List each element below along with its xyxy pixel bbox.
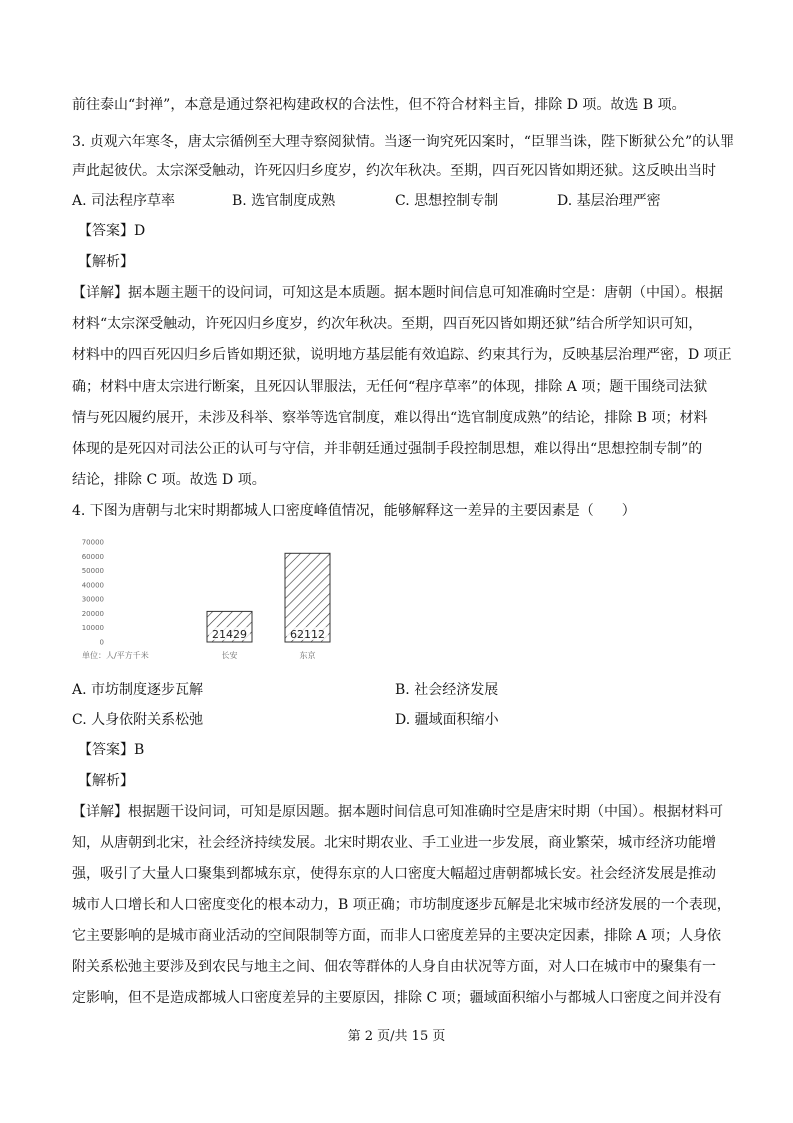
- page-footer: 第 2 页/共 15 页: [347, 1029, 446, 1044]
- q3-detail-line: 确；材料中唐太宗进行断案，且死囚认罪服法，无任何“程序草率”的体现，排除 A 项；题干围绕司法狱: [72, 379, 708, 395]
- q4-detail-line: 城市人口增长和人口密度变化的根本动力，B 项正确；市坊制度逐步瓦解是北宋城市经济发展的一个表现，: [72, 897, 731, 913]
- question-3-stem-line-1: 3. 贞观六年寒冬，唐太宗循例至大理寺察阅狱情。当逐一询究死囚案时，“臣罪当诛，陛下断狱公允”的认罪: [72, 134, 735, 150]
- q4-option-b: B. 社会经济发展: [395, 682, 499, 698]
- q4-detail-line: 定影响，但不是造成都城人口密度差异的主要原因，排除 C 项；疆域面积缩小与都城人口密度之间并没有: [72, 990, 722, 1006]
- q3-detail-line: 体现的是死囚对司法公正的认可与守信，并非朝廷通过强制手段控制思想，难以得出“思想控制专制”的: [72, 441, 703, 457]
- q3-option-b: B. 选官制度成熟: [232, 193, 336, 209]
- y-tick-label: 40000: [81, 581, 104, 590]
- q3-detail-line: 情与死囚履约展开，未涉及科举、察举等选官制度，难以得出“选官制度成熟”的结论，排除 B 项；材料: [72, 410, 708, 426]
- bar-value-label: 62112: [290, 628, 325, 641]
- y-tick-label: 20000: [81, 609, 104, 618]
- population-density-bar-chart: [72, 534, 362, 664]
- q3-option-c: C. 思想控制专制: [395, 193, 499, 209]
- q3-option-d: D. 基层治理严密: [557, 193, 661, 209]
- question-4-stem: 4. 下图为唐朝与北宋时期都城人口密度峰值情况，能够解释这一差异的主要因素是（ ）: [72, 503, 636, 519]
- text-line-continuation: 前往泰山“封禅”，本意是通过祭祀构建政权的合法性，但不符合材料主旨，排除 D 项。故选 B 项。: [72, 97, 686, 113]
- q3-analysis-title: 【解析】: [78, 254, 134, 270]
- q4-option-a: A. 市坊制度逐步瓦解: [72, 682, 204, 698]
- q3-detail-line: 【详解】据本题主题干的设问词，可知这是本质题。据本题时间信息可知准确时空是：唐朝（中国）。根据: [72, 285, 723, 301]
- q4-option-c: C. 人身依附关系松弛: [72, 712, 204, 728]
- q3-detail-line: 材料“太宗深受触动，许死囚归乡度岁，约次年秋决。至期，四百死囚皆如期还狱”结合所学知识可知，: [72, 316, 703, 332]
- q3-answer: 【答案】D: [78, 223, 146, 239]
- question-3-stem-line-2: 声此起彼伏。太宗深受触动，许死囚归乡度岁，约次年秋决。至期，四百死囚皆如期还狱。这反映出当时: [72, 163, 716, 179]
- x-category-label: 长安: [221, 651, 238, 660]
- q3-option-a: A. 司法程序草率: [72, 193, 176, 209]
- q4-detail-line: 附关系松弛主要涉及到农民与地主之间、佃农等群体的人身自由状况等方面，对人口在城市中的聚集有一: [72, 959, 716, 975]
- q4-detail-line: 它主要影响的是城市商业活动的空间限制等方面，而非人口密度差异的主要决定因素，排除 A 项；人身依: [72, 928, 722, 944]
- q4-answer: 【答案】B: [78, 742, 145, 758]
- q4-analysis-title: 【解析】: [78, 773, 134, 789]
- q4-option-d: D. 疆域面积缩小: [395, 712, 499, 728]
- chart-unit-label: 单位：人/平方千米: [82, 651, 149, 660]
- q4-detail-line: 【详解】根据题干设问词，可知是原因题。据本题时间信息可知准确时空是唐宋时期（中国）。根据材料可: [72, 804, 723, 820]
- y-tick-label: 70000: [81, 538, 104, 547]
- q3-detail-line: 结论，排除 C 项。故选 D 项。: [72, 472, 266, 488]
- q3-detail-line: 材料中的四百死囚归乡后皆如期还狱，说明地方基层能有效追踪、约束其行为，反映基层治理严密，D 项正: [72, 347, 732, 363]
- y-tick-label: 10000: [81, 624, 104, 633]
- y-tick-label: 30000: [81, 595, 104, 604]
- x-category-label: 东京: [299, 651, 316, 660]
- q4-detail-line: 知，从唐朝到北宋，社会经济持续发展。北宋时期农业、手工业进一步发展，商业繁荣，城市经济功能增: [72, 835, 716, 851]
- y-tick-label: 60000: [81, 552, 104, 561]
- y-tick-label: 50000: [81, 567, 104, 576]
- q4-detail-line: 强，吸引了大量人口聚集到都城东京，使得东京的人口密度大幅超过唐朝都城长安。社会经济发展是推动: [72, 866, 716, 882]
- y-tick-label: 0: [99, 638, 104, 647]
- bar-value-label: 21429: [212, 628, 247, 641]
